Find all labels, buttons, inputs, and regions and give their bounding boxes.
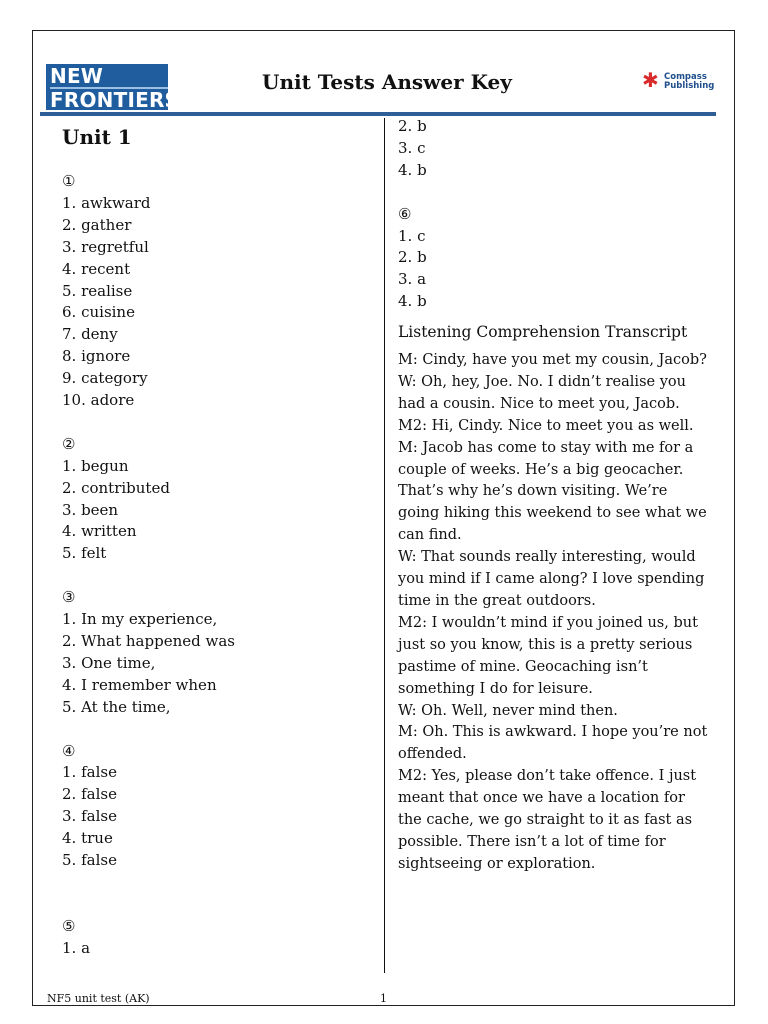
transcript-line: M2: I wouldn’t mind if you joined us, but [398, 614, 698, 631]
section-marker: ⑤ [62, 916, 76, 935]
transcript-line: That’s why he’s down visiting. We’re [398, 483, 668, 500]
transcript-line: had a cousin. Nice to meet you, Jacob. [398, 395, 680, 412]
transcript-line: W: That sounds really interesting, would [398, 549, 696, 566]
answer-item: 2. b [398, 248, 427, 267]
answer-item: 3. regretful [62, 237, 149, 256]
transcript-line: something I do for leisure. [398, 680, 593, 697]
answer-item: 5. realise [62, 281, 133, 300]
left-column [62, 171, 362, 960]
publisher-line-1: Compass [664, 72, 707, 82]
column-divider [384, 118, 385, 973]
section-marker: ② [62, 434, 76, 453]
page-title: Unit Tests Answer Key [262, 70, 512, 94]
transcript [398, 350, 710, 876]
answer-item: 4. true [62, 829, 113, 848]
section-marker: ⑥ [398, 204, 412, 223]
publisher-line-2: Publishing [664, 81, 715, 91]
answer-item: 2. b [398, 117, 427, 135]
transcript-line: M: Oh. This is awkward. I hope you’re not [398, 724, 708, 741]
transcript-line: you mind if I came along? I love spending [398, 571, 705, 588]
transcript-line: going hiking this weekend to see what we [398, 505, 707, 522]
answer-item: 8. ignore [62, 347, 131, 366]
answer-item: 2. What happened was [62, 632, 235, 650]
answer-item: 1. begun [62, 456, 129, 475]
answer-item: 4. recent [62, 259, 131, 278]
answer-item: 1. false [62, 763, 117, 782]
transcript-line: M: Jacob has come to stay with me for a [398, 439, 694, 456]
answer-item: 6. cuisine [62, 303, 135, 322]
new-frontiers-logo [46, 64, 180, 112]
answer-item: 1. a [62, 938, 91, 957]
answer-item: 4. b [398, 292, 427, 311]
answer-item: 9. category [62, 369, 148, 388]
page-number: 1 [380, 992, 387, 1005]
answer-item: 4. written [62, 522, 137, 541]
transcript-line: can find. [398, 527, 462, 544]
answer-item: 5. At the time, [62, 697, 171, 716]
section-marker: ③ [62, 588, 76, 607]
answer-item: 5. false [62, 851, 117, 870]
transcript-line: M2: Hi, Cindy. Nice to meet you as well. [398, 417, 694, 434]
transcript-line: offended. [398, 746, 467, 763]
transcript-line: sightseeing or exploration. [398, 855, 596, 872]
answer-item: 1. awkward [62, 193, 151, 212]
compass-publishing-logo [642, 68, 718, 94]
transcript-line: meant that once we have a location for [398, 790, 685, 807]
answer-item: 2. false [62, 785, 117, 804]
logo-line-2: FRONTIERS [50, 88, 180, 112]
answer-item: 3. false [62, 807, 117, 826]
transcript-line: M: Cindy, have you met my cousin, Jacob? [398, 352, 707, 369]
answer-item: 10. adore [62, 391, 135, 410]
answer-item: 1. c [398, 226, 426, 245]
answer-item: 4. I remember when [62, 675, 217, 694]
answer-item: 3. been [62, 500, 119, 519]
answer-item: 2. gather [62, 215, 132, 234]
listening-title: Listening Comprehension Transcript [398, 323, 688, 342]
section-marker: ④ [62, 741, 76, 760]
answer-item: 7. deny [62, 325, 118, 344]
transcript-line: possible. There isn’t a lot of time for [398, 833, 666, 850]
transcript-line: couple of weeks. He’s a big geocacher. [398, 461, 684, 478]
transcript-line: W: Oh, hey, Joe. No. I didn’t realise you [398, 373, 686, 390]
logo-line-1: NEW [50, 64, 104, 88]
transcript-line: time in the great outdoors. [398, 593, 596, 610]
answer-item: 5. felt [62, 544, 107, 563]
transcript-line: M2: Yes, please don’t take offence. I just [398, 768, 697, 785]
transcript-line: the cache, we go straight to it as fast as [398, 812, 693, 829]
answer-item: 3. c [398, 138, 426, 157]
section-marker: ① [62, 172, 76, 190]
answer-item: 3. a [398, 270, 427, 289]
transcript-line: W: Oh. Well, never mind then. [398, 702, 618, 719]
answer-item: 1. In my experience, [62, 610, 218, 629]
footer-label: NF5 unit test (AK) [47, 992, 150, 1005]
answer-item: 4. b [398, 160, 427, 179]
right-column [398, 116, 710, 876]
compass-star-icon: ✱ [642, 68, 659, 92]
answer-item: 2. contributed [62, 478, 170, 497]
unit-title: Unit 1 [62, 125, 132, 149]
transcript-line: pastime of mine. Geocaching isn’t [398, 658, 648, 675]
answer-item: 3. One time, [62, 653, 156, 672]
transcript-line: just so you know, this is a pretty serious [398, 636, 693, 653]
